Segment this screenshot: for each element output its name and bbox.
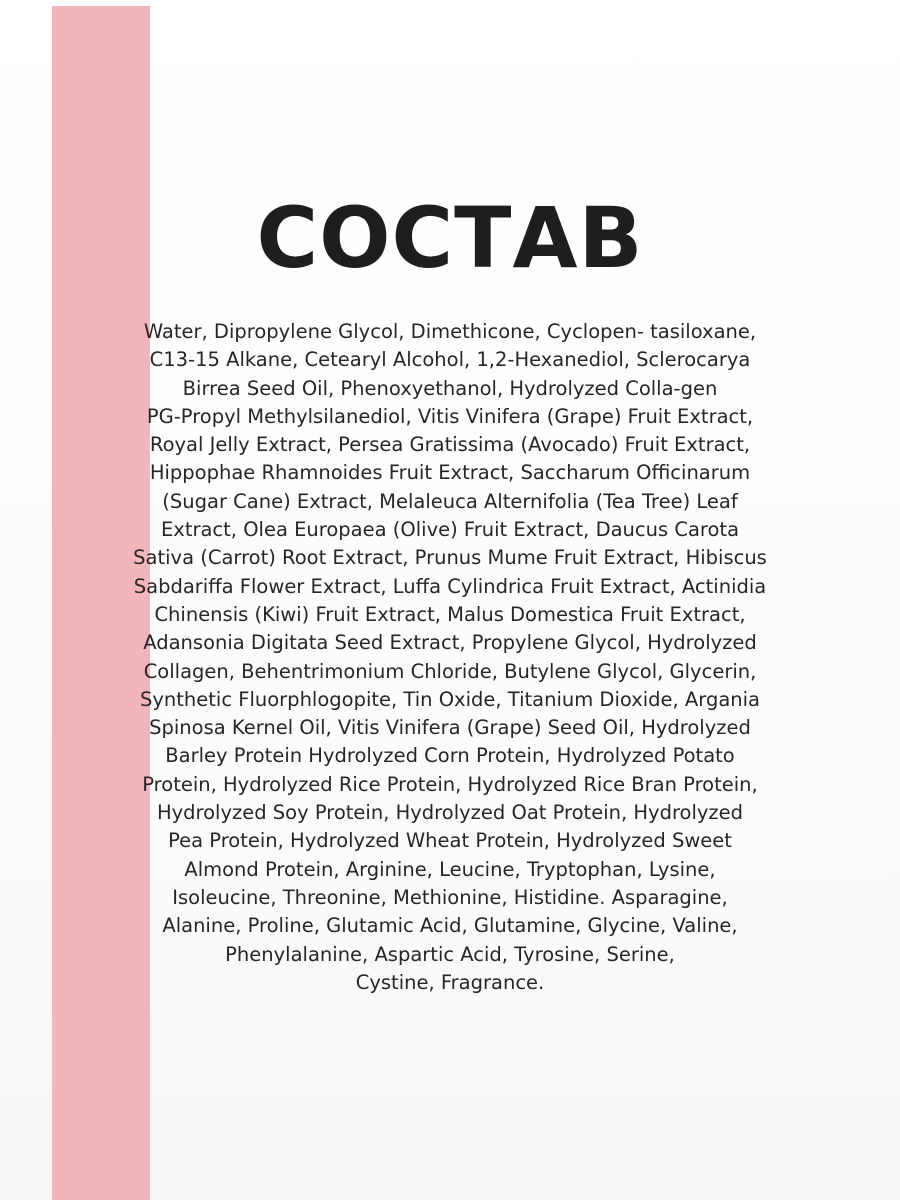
ingredients-list: Water, Dipropylene Glycol, Dimethicone, Cyclopen- tasiloxane, C13-15 Alkane, Cetearyl Alcohol, 1,2-Hexanediol, Sclerocarya Birrea Seed Oil, Phenoxyethanol, Hydrolyzed Colla-gen PG-Propyl Methylsilanediol, Vitis Vinifera (Grape) Fruit Extract, Royal Jelly Extract, Persea Gratissima (Avocado) Fruit Extract, Hippophae Rhamnoides Fruit Extract, Saccharum Officinarum (Sugar Cane) Extract, Melaleuca Alternifolia (Tea Tree) Leaf Extract, Olea Europaea (Olive) Fruit Extract, Daucus Carota Sativa (Carrot) Root Extract, Prunus Mume Fruit Extract, Hibiscus Sabdariffa Flower Extract, Luffa Cylindrica Fruit Extract, Actinidia Chinensis (Kiwi) Fruit Extract, Malus Domestica Fruit Extract, Adansonia Digitata Seed Extract, Propylene Glycol, Hydrolyzed Collagen, Behentrimonium Chloride, Butylene Glycol, Glycerin, Synthetic Fluorphlogopite, Tin Oxide, Titanium Dioxide, Argania Spinosa Kernel Oil, Vitis Vinifera (Grape) Seed Oil, Hydrolyzed Barley Protein Hydrolyzed Corn Protein, Hydrolyzed Potato Protein, Hydrolyzed Rice Protein, Hydrolyzed Rice Bran Protein, Hydrolyzed Soy Protein, Hydrolyzed Oat Protein, Hydrolyzed Pea Protein, Hydrolyzed Wheat Protein, Hydrolyzed Sweet Almond Protein, Arginine, Leucine, Tryptophan, Lysine, Isoleucine, Threonine, Methionine, Histidine. Asparagine, Alanine, Proline, Glutamic Acid, Glutamine, Glycine, Valine, Phenylalanine, Aspartic Acid, Tyrosine, Serine, Cystine, Fragrance. [133, 320, 767, 994]
composition-heading: СОСТАВ [256, 189, 644, 287]
